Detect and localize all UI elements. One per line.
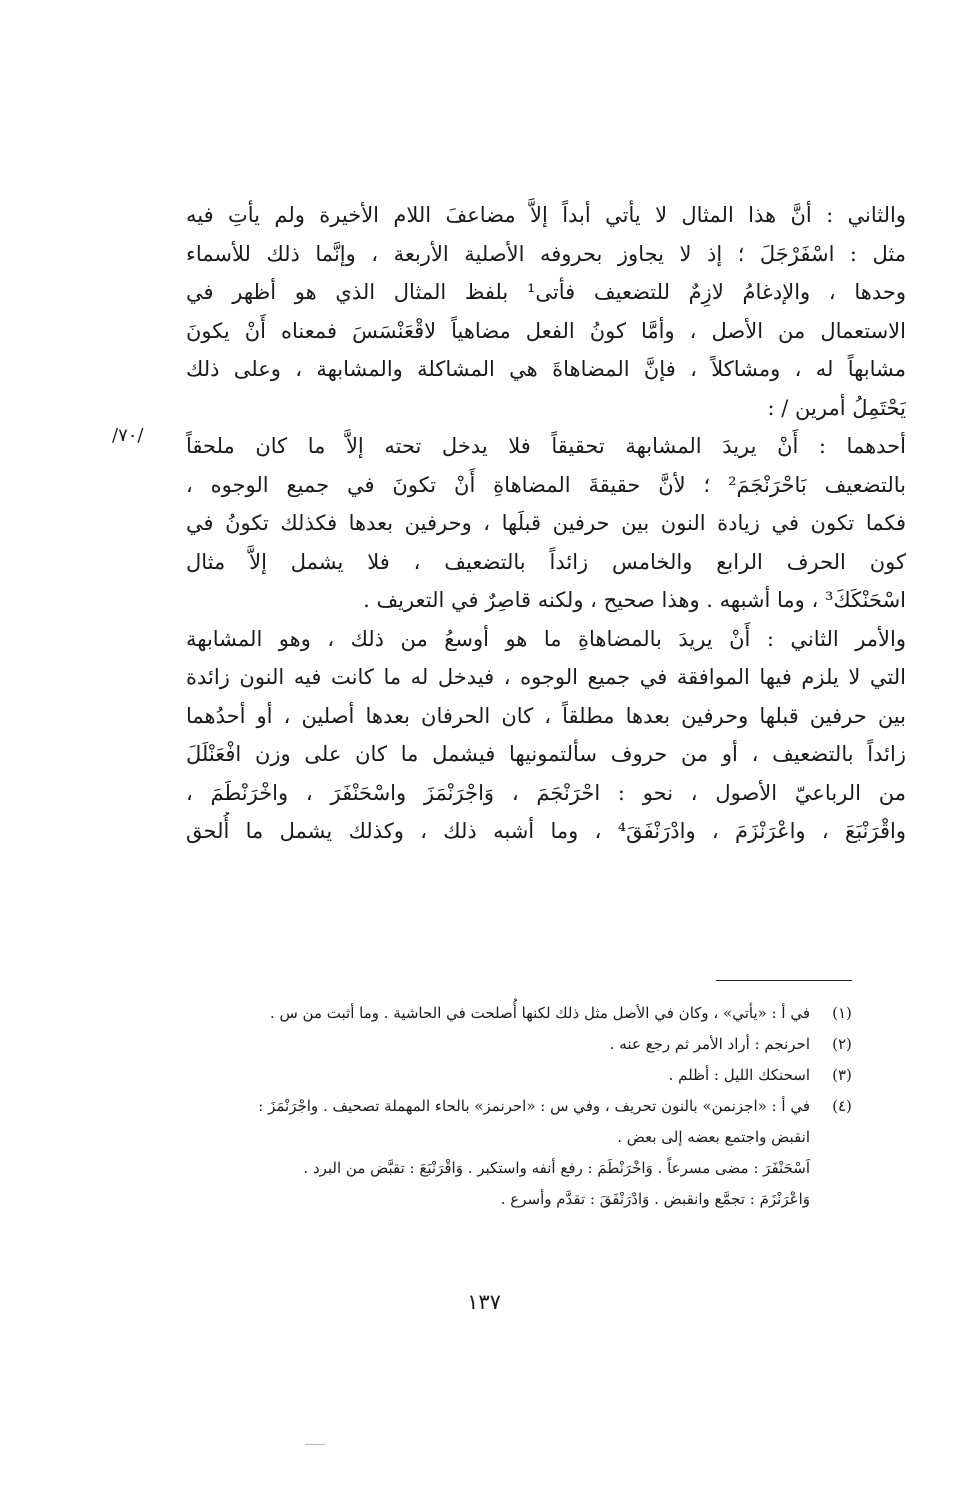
- text-line: أحدهما : أَنْ يريدَ المشابهة تحقيقاً فلا يدخل تحته إلاَّ ما كان ملحقاً: [186, 434, 906, 458]
- text-line: مثل : اسْفَرْجَلَ ؛ إذ لا يجاوز بحروفه الأصلية الأربعة ، وإنَّما ذلك للأسماء: [186, 241, 906, 266]
- text-line: واقْرَنْبَعَ ، واعْرَنْزَمَ ، وادْرَنْفَقَ⁴ ، وما أشبه ذلك ، وكذلك يشمل ما أُلحق: [186, 819, 906, 843]
- text-line: من الرباعيّ الأصول ، نحو : احْرَنْجَمَ ، وَاجْرَنْمَزَ واسْحَنْفَرَ ، واخْرَنْطَمَ ،: [186, 780, 906, 805]
- footnote: [186, 1091, 858, 1215]
- page-number: ١٣٧: [467, 1290, 501, 1314]
- text-line: بالتضعيف بَاحْرَنْجَمَ² ؛ لأنَّ حقيقةَ المضاهاةِ أَنْ تكونَ في جميع الوجوه ،: [186, 472, 906, 497]
- footnote-text: احرنجم : أراد الأمر ثم رجع عنه .: [609, 1035, 810, 1053]
- footnote: [186, 1060, 858, 1091]
- text-line: والأمر الثاني : أَنْ يريدَ بالمضاهاةِ ما هو أوسعُ من ذلك ، وهو المشابهة: [186, 626, 906, 651]
- scan-speck: [305, 1444, 325, 1445]
- footnote-separator: [716, 980, 852, 981]
- footnote-text: وَاعْرَنْزَمَ : تجمَّع وانقبض . وَادْرَنْفَقَ : تقدَّم وأسرع .: [500, 1190, 810, 1208]
- text-line: الاستعمال من الأصل ، وأمَّا كونُ الفعل مضاهياً لاقْعَنْسَسَ فمعناه أَنْ يكونَ: [186, 318, 906, 343]
- main-text: [186, 196, 906, 851]
- text-line: التي لا يلزم فيها الموافقة في جميع الوجوه ، فيدخل له ما كانت فيه النون زائدة: [186, 665, 906, 689]
- text-line: كون الحرف الرابع والخامس زائداً بالتضعيف ، فلا يشمل إلاَّ مثال: [186, 549, 906, 574]
- text-line: يَحْتَمِلُ أمرين / :: [767, 395, 906, 420]
- text-line: اسْحَنْكَكَ³ ، وما أشبهه . وهذا صحيح ، ولكنه قاصِرٌ في التعريف .: [363, 588, 906, 612]
- footnote-number: (٤): [832, 1097, 852, 1115]
- footnote-text: اَسْحَنْفَرَ : مضى مسرعاً . وَاخْرَنْطَمَ : رفع أنفه واستكبر . وَاقْرَنْبَعَ : تقبَّض من البرد .: [303, 1159, 810, 1177]
- text-line: وحدها ، والإدغامُ لازِمٌ للتضعيف فأتى¹ بلفظ المثال الذي هو أظهر في: [186, 280, 906, 304]
- footnote-text: اسحنكك الليل : أظلم .: [668, 1066, 810, 1084]
- text-line: فكما تكون في زيادة النون بين حرفين قبلَها ، وحرفين بعدها فكذلك تكونُ في: [186, 511, 906, 535]
- footnote-number: (١): [832, 1004, 852, 1022]
- footnote-text: في أ : «اجزنمن» بالنون تحريف ، وفي س : «احرنمز» بالحاء المهملة تصحيف . واجْرَنْمَزَ :: [258, 1097, 810, 1115]
- footnote-text: في أ : «يأتي» ، وكان في الأصل مثل ذلك لكنها أُصلحت في الحاشية . وما أثبت من س .: [269, 1004, 810, 1022]
- text-line: زائداً بالتضعيف ، أو من حروف سألتمونيها فيشمل ما كان على وزن افْعَنْلَلَ: [186, 742, 906, 766]
- footnote-text: انقبض واجتمع بعضه إلى بعض .: [617, 1128, 810, 1146]
- text-line: والثاني : أنَّ هذا المثال لا يأتي أبداً إلاَّ مضاعفَ اللام الأخيرة ولم يأتِ فيه: [186, 203, 906, 227]
- footnote: [186, 998, 858, 1029]
- footnotes: [186, 998, 858, 1215]
- footnote: [186, 1029, 858, 1060]
- text-line: بين حرفين قبلها وحرفين بعدها مطلقاً ، كان الحرفان بعدها أصلين ، أو أحدُهما: [186, 703, 906, 728]
- footnote-number: (٣): [832, 1066, 852, 1084]
- footnote-number: (٢): [832, 1035, 852, 1053]
- text-line: مشابهاً له ، ومشاكلاً ، فإنَّ المضاهاةَ هي المشاكلة والمشابهة ، وعلى ذلك: [186, 357, 906, 381]
- marginal-page-reference: /٧٠/: [112, 425, 144, 446]
